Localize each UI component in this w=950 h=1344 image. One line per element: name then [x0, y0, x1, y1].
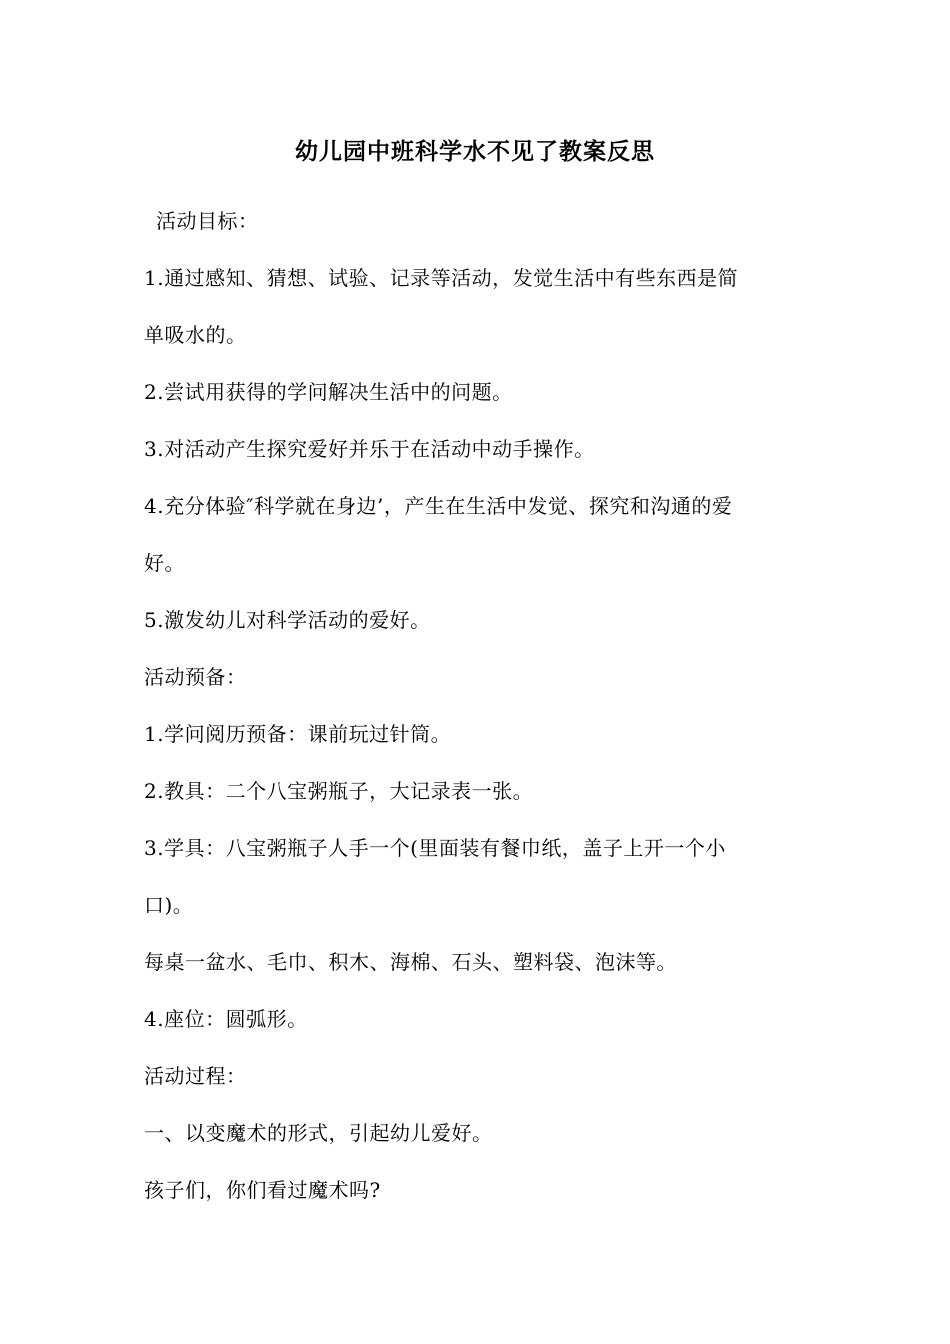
paragraph-line: 1.学问阅历预备：课前玩过针筒。 — [144, 722, 452, 746]
paragraph-line: 1.通过感知、猜想、试验、记录等活动，发觉生活中有些东西是简 — [144, 266, 739, 290]
paragraph-line: 好。 — [144, 551, 185, 575]
paragraph-line: 5.激发幼儿对科学活动的爱好。 — [144, 608, 431, 632]
section-heading-process: 活动过程： — [144, 1064, 247, 1088]
paragraph-line: 3.对活动产生探究爱好并乐于在活动中动手操作。 — [144, 437, 595, 461]
paragraph-line: 单吸水的。 — [144, 323, 247, 347]
document-title: 幼儿园中班科学水不见了教案反思 — [295, 139, 655, 165]
paragraph-line: 4.座位：圆弧形。 — [144, 1007, 308, 1031]
paragraph-line: 口)。 — [144, 893, 194, 917]
paragraph-line: 一、以变魔术的形式，引起幼儿爱好。 — [144, 1121, 493, 1145]
paragraph-line: 2.教具：二个八宝粥瓶子，大记录表一张。 — [144, 779, 534, 803]
paragraph-line: 2.尝试用获得的学问解决生活中的问题。 — [144, 380, 513, 404]
section-heading-preparation: 活动预备： — [144, 665, 247, 689]
paragraph-line: 每桌一盆水、毛巾、积木、海棉、石头、塑料袋、泡沫等。 — [144, 950, 677, 974]
paragraph-line: 3.学具：八宝粥瓶子人手一个(里面装有餐巾纸，盖子上开一个小 — [144, 836, 726, 860]
paragraph-line: 4.充分体验″科学就在身边’，产生在生活中发觉、探究和沟通的爱 — [144, 494, 733, 518]
paragraph-line: 孩子们，你们看过魔术吗? — [144, 1178, 381, 1202]
section-heading-goals: 活动目标： — [156, 209, 259, 233]
